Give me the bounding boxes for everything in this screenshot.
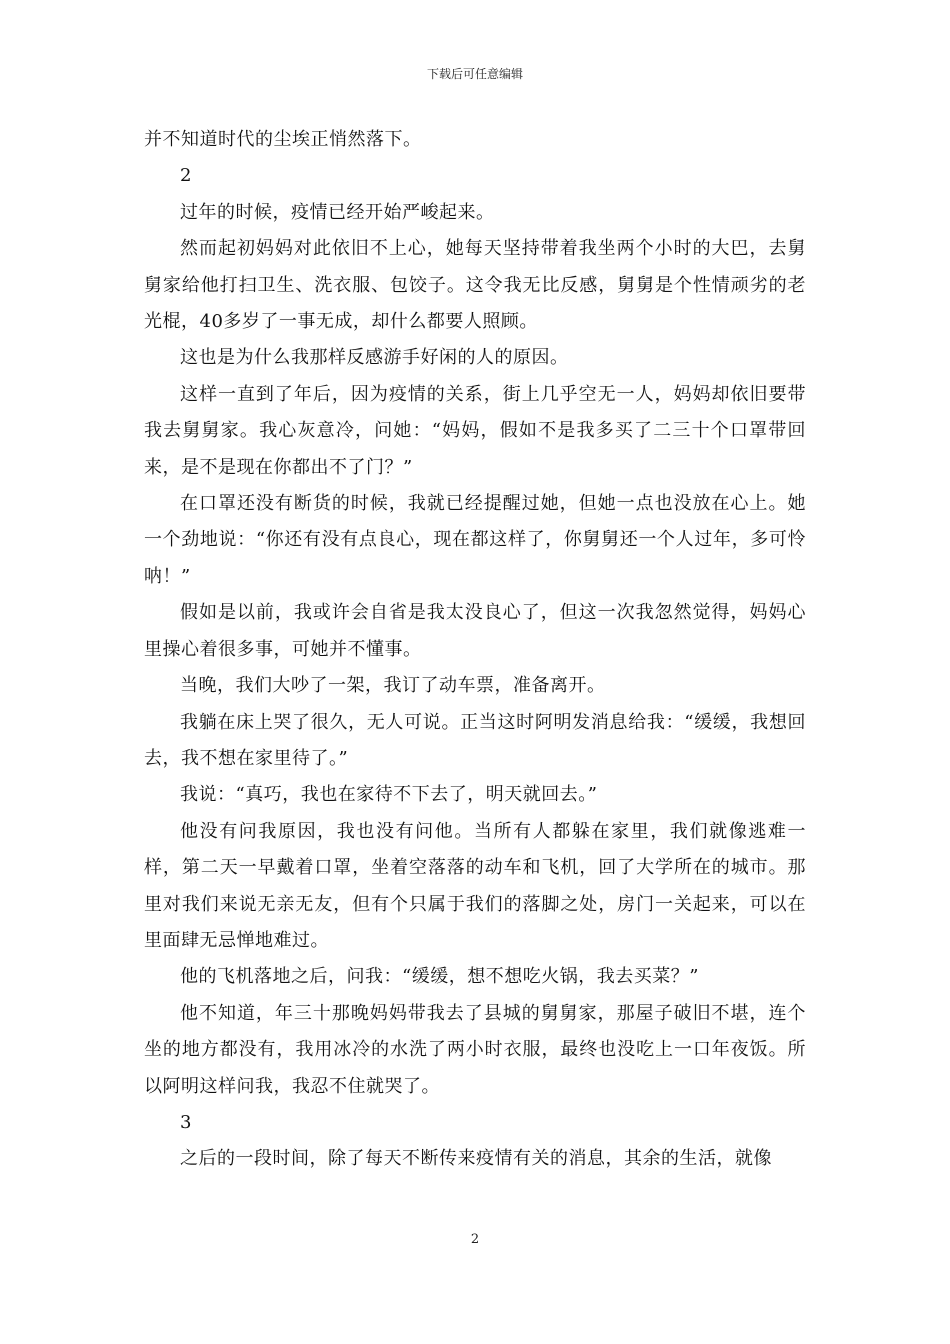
paragraph: 假如是以前，我或许会自省是我太没良心了，但这一次我忽然觉得，妈妈心里操心着很多事，可她并不懂事。	[144, 602, 806, 660]
paragraph: 我躺在床上哭了很久，无人可说。正当这时阿明发消息给我：“缓缓，我想回去，我不想在家里待了。”	[144, 711, 806, 769]
paragraph: 当晚，我们大吵了一架，我订了动车票，准备离开。	[180, 675, 606, 697]
page-header: 下载后可任意编辑	[426, 67, 523, 81]
document-body	[144, 122, 806, 1178]
paragraph: 在口罩还没有断货的时候，我就已经提醒过她，但她一点也没放在心上。她一个劲地说：“你还有没有点良心，现在都这样了，你舅舅还一个人过年，多可怜呐！”	[144, 493, 806, 587]
paragraph: 他的飞机落地之后，问我：“缓缓，想不想吃火锅，我去买菜？”	[180, 966, 699, 988]
page-number: 2	[470, 1232, 480, 1247]
paragraph: 我说：“真巧，我也在家待不下去了，明天就回去。”	[180, 784, 598, 806]
paragraph: 这也是为什么我那样反感游手好闲的人的原因。	[180, 347, 569, 369]
paragraph: 他不知道，年三十那晚妈妈带我去了县城的舅舅家，那屋子破旧不堪，连个坐的地方都没有，我用冰冷的水洗了两小时衣服，最终也没吃上一口年夜饭。所以阿明这样问我，我忍不住就哭了。	[144, 1002, 806, 1097]
paragraph: 这样一直到了年后，因为疫情的关系，街上几乎空无一人，妈妈却依旧要带我去舅舅家。我心灰意冷，问她：“妈妈，假如不是我多买了二三十个口罩带回来，是不是现在你都出不了门？”	[144, 383, 806, 478]
paragraph: 然而起初妈妈对此依旧不上心，她每天坚持带着我坐两个小时的大巴，去舅舅家给他打扫卫生、洗衣服、包饺子。这令我无比反感，舅舅是个性情顽劣的老光棍，40多岁了一事无成，却什么都要人照顾。	[144, 238, 806, 333]
section-number: 3	[180, 1111, 192, 1133]
paragraph: 之后的一段时间，除了每天不断传来疫情有关的消息，其余的生活，就像	[180, 1148, 772, 1170]
paragraph: 过年的时候，疫情已经开始严峻起来。	[180, 201, 495, 223]
section-number: 2	[180, 165, 192, 187]
paragraph: 他没有问我原因，我也没有问他。当所有人都躲在家里，我们就像逃难一样，第二天一早戴着口罩，坐着空落落的动车和飞机，回了大学所在的城市。那里对我们来说无亲无友，但有个只属于我们的落脚之处，房门一关起来，可以在里面肆无忌惮地难过。	[144, 820, 806, 951]
paragraph: 并不知道时代的尘埃正悄然落下。	[144, 129, 422, 150]
